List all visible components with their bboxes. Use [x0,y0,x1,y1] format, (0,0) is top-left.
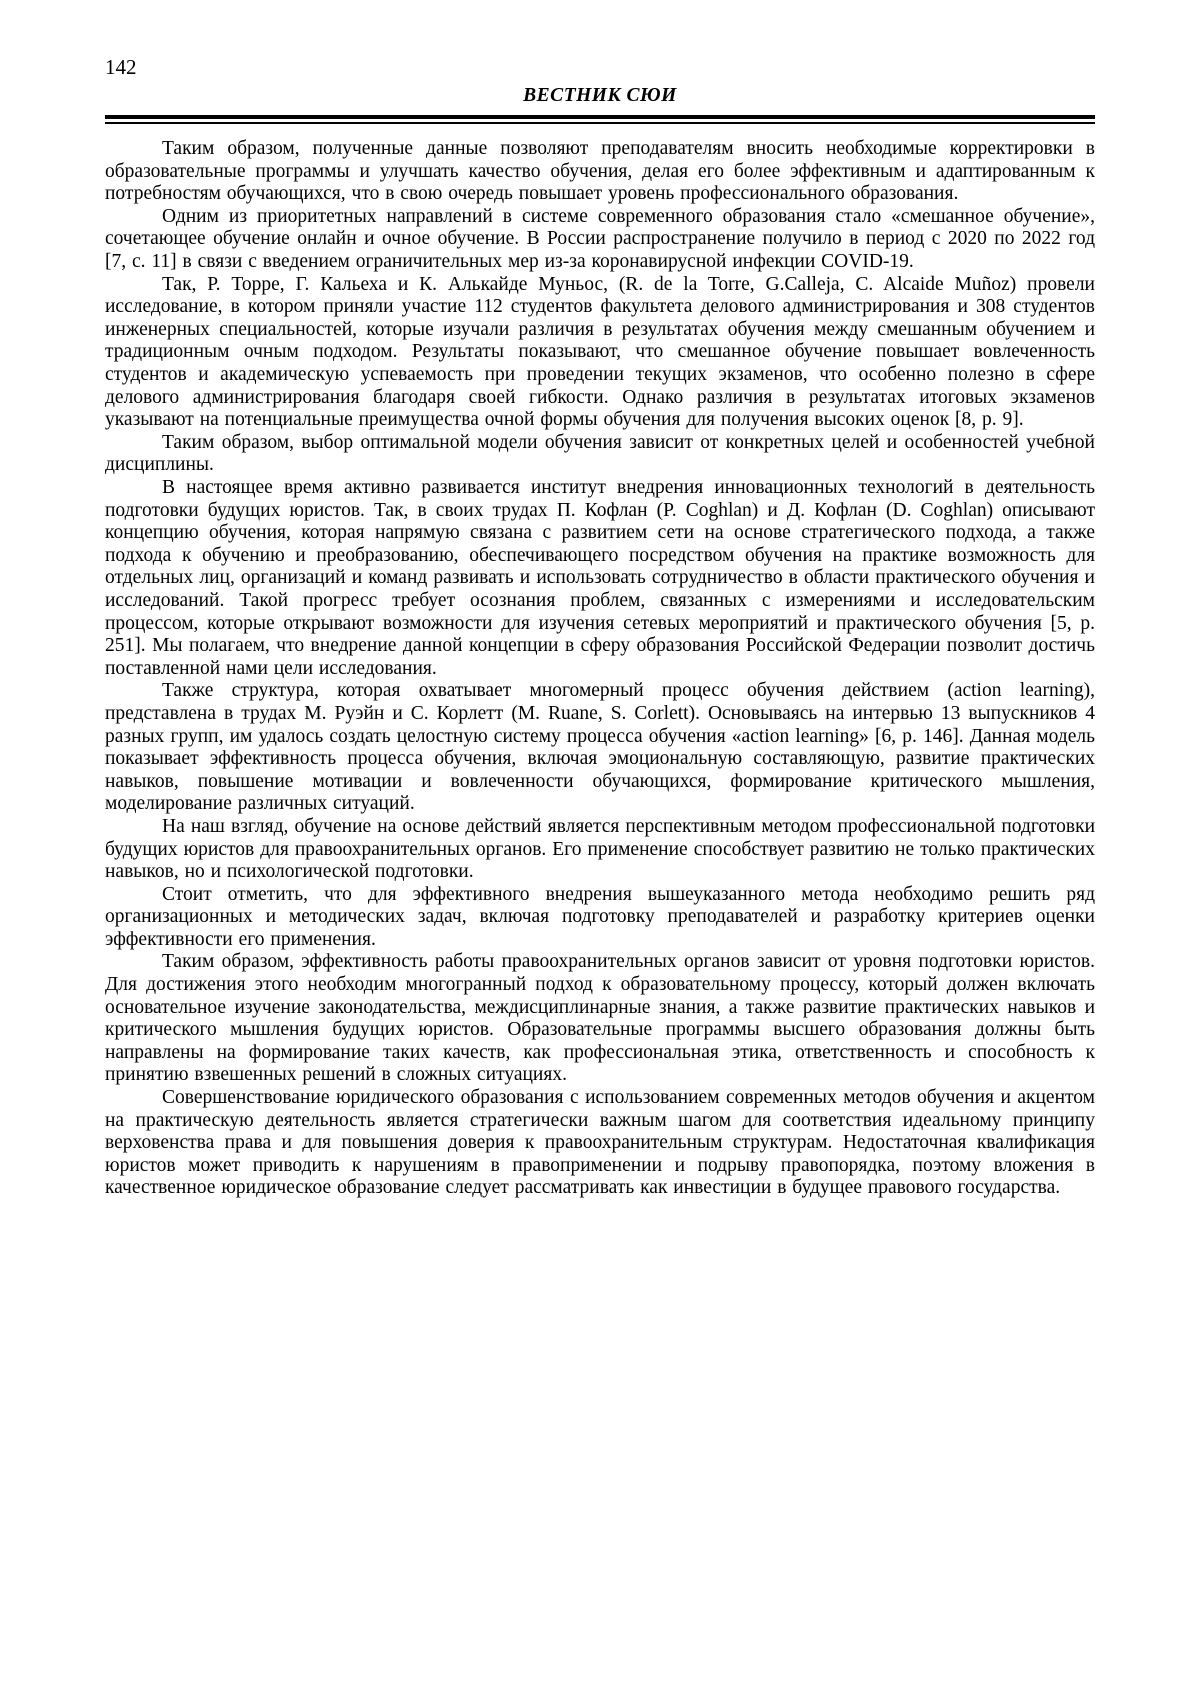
paragraph: Таким образом, выбор оптимальной модели обучения зависит от конкретных целей и особенностей учебной дисциплины. [105,431,1095,476]
journal-title: ВЕСТНИК СЮИ [523,85,677,107]
article-body [105,138,1095,1200]
paragraph: Так, Р. Торре, Г. Кальеха и К. Алькайде Муньос, (R. de la Torre, G.Calleja, C. Alcaide Muñoz) провели исследование, в котором приняли участие 112 студентов факультета делового администрирования и 308 студентов инженерных специальностей, которые изучали различия в результатах обучения между смешанным обучением и традиционным очным подходом. Результаты показывают, что смешанное обучение повышает вовлеченность студентов и академическую успеваемость при проведении текущих экзаменов, что особенно полезно в сфере делового администрирования благодаря своей гибкости. Однако различия в результатах итоговых экзаменов указывают на потенциальные преимущества очной формы обучения для получения высоких оценок [8, p. 9]. [105,273,1095,431]
paragraph: Одним из приоритетных направлений в системе современного образования стало «смешанное обучение», сочетающее обучение онлайн и очное обучение. В России распространение получило в период с 2020 по 2022 год [7, с. 11] в связи с введением ограничительных мер из-за коронавирусной инфекции COVID-19. [105,205,1095,273]
header-rule [105,115,1095,124]
paragraph: Стоит отметить, что для эффективного внедрения вышеуказанного метода необходимо решить ряд организационных и методических задач, включая подготовку преподавателей и разработку критериев оценки эффективности его применения. [105,883,1095,950]
paragraph: В настоящее время активно развивается институт внедрения инновационных технологий в деятельность подготовки будущих юристов. Так, в своих трудах П. Кофлан (P. Coghlan) и Д. Кофлан (D. Coghlan) описывают концепцию обучения, которая напрямую связана с развитием сети на основе стратегического подхода, а также подхода к обучению и преобразованию, обеспечивающего посредством обучения на практике возможность для отдельных лиц, организаций и команд развивать и использовать сотрудничество в области практического обучения и исследований. Такой прогресс требует осознания проблем, связанных с измерениями и исследовательским процессом, которые открывают возможности для изучения сетевых мероприятий и практического обучения [5, p. 251]. Мы полагаем, что внедрение данной концепции в сферу образования Российской Федерации позволит достичь поставленной нами цели исследования. [105,477,1095,679]
paragraph: Совершенствование юридического образования с использованием современных методов обучения и акцентом на практическую деятельность является стратегически важным шагом для соответствия идеальному принципу верховенства права и для повышения доверия к правоохранительным структурам. Недостаточная квалификация юристов может приводить к нарушениям в правоприменении и подрыву правопорядка, поэтому вложения в качественное юридическое образование следует рассматривать как инвестиции в будущее правового государства. [105,1087,1095,1199]
paragraph: Таким образом, эффективность работы правоохранительных органов зависит от уровня подготовки юристов. Для достижения этого необходим многогранный подход к образовательному процессу, который должен включать основательное изучение законодательства, междисциплинарные знания, а также развитие практических навыков и критического мышления будущих юристов. Образовательные программы высшего образования должны быть направлены на формирование таких качеств, как профессиональная этика, ответственность и способность к принятию взвешенных решений в сложных ситуациях. [105,951,1095,1086]
paragraph: Также структура, которая охватывает многомерный процесс обучения действием (action learning), представлена в трудах М. Руэйн и С. Корлетт (M. Ruane, S. Corlett). Основываясь на интервью 13 выпускников 4 разных групп, им удалось создать целостную систему процесса обучения «action learning» [6, p. 146]. Данная модель показывает эффективность процесса обучения, включая эмоциональную составляющую, развитие практических навыков, повышение мотивации и вовлеченности обучающихся, формирование критического мышления, моделирование различных ситуаций. [105,680,1095,815]
page-number: 142 [105,55,137,79]
paragraph: Таким образом, полученные данные позволяют преподавателям вносить необходимые корректировки в образовательные программы и улучшать качество обучения, делая его более эффективным и адаптированным к потребностям обучающихся, что в свою очередь повышает уровень профессионального образования. [105,138,1095,205]
paragraph: На наш взгляд, обучение на основе действий является перспективным методом профессиональной подготовки будущих юристов для правоохранительных органов. Его применение способствует развитию не только практических навыков, но и психологической подготовки. [105,815,1095,883]
